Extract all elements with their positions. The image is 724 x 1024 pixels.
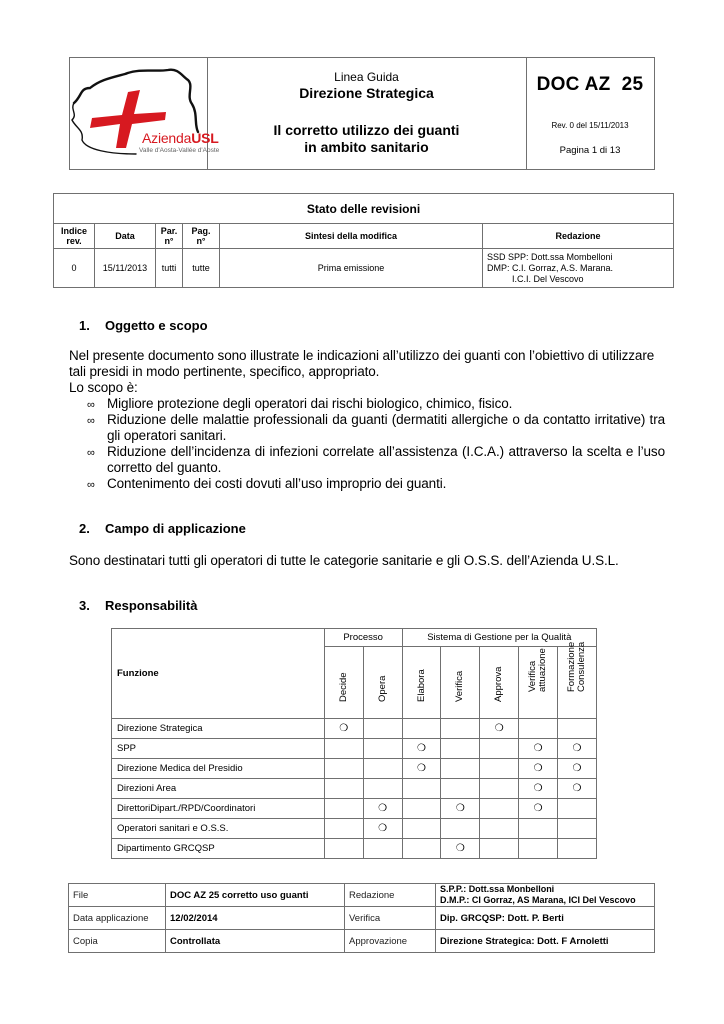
- scope-item-text: Riduzione dell’incidenza di infezioni correlate all’assistenza (I.C.A.) attraverso la scelta e l’uso corretto del guanto.: [107, 444, 665, 475]
- responsibility-cell: [363, 839, 402, 859]
- responsibility-cell: [519, 719, 558, 739]
- verifica-value: Dip. GRCQSP: Dott. P. Berti: [436, 907, 655, 930]
- role-label-line: Consulenza: [576, 641, 588, 692]
- role-column-label: [494, 667, 504, 702]
- responsibility-cell: [441, 819, 480, 839]
- footer-row: [69, 930, 655, 953]
- revision-table-title: Stato delle revisioni: [54, 194, 674, 224]
- approvazione-value: Direzione Strategica: Dott. F Arnoletti: [436, 930, 655, 953]
- responsibility-cell: [558, 819, 597, 839]
- role-label-line: Opera: [376, 675, 388, 702]
- scope-item: [69, 396, 665, 412]
- responsibility-cell: [324, 719, 363, 739]
- redazione-line: SSD SPP: Dott.ssa Mombelloni: [487, 251, 613, 262]
- infinity-bullet-icon: ∞: [87, 447, 95, 459]
- role-label-line: Formazione: [566, 641, 578, 692]
- scope-item: [69, 476, 665, 492]
- circle-mark-icon: ❍: [572, 743, 582, 754]
- function-name: Direzione Medica del Presidio: [112, 759, 325, 779]
- circle-mark-icon: ❍: [533, 743, 543, 754]
- redazione-line: I.C.I. Del Vescovo: [512, 273, 584, 284]
- responsibility-cell: [324, 819, 363, 839]
- role-column-label: [339, 672, 349, 702]
- responsibility-row: [112, 779, 597, 799]
- role-column-header: [558, 641, 597, 719]
- role-column-header: [402, 647, 441, 719]
- role-column-header: [519, 647, 558, 719]
- responsibility-cell: [519, 739, 558, 759]
- responsibility-cell: [441, 799, 480, 819]
- function-name: Dipartimento GRCQSP: [112, 839, 325, 859]
- logo-subtitle: Valle d'Aosta-Vallée d'Aoste: [139, 147, 220, 154]
- responsibility-cell: [519, 839, 558, 859]
- responsibility-cell: [363, 819, 402, 839]
- infinity-bullet-icon: ∞: [87, 479, 95, 491]
- responsibility-cell: [558, 759, 597, 779]
- responsibility-cell: [480, 819, 519, 839]
- cell-pag: tutte: [183, 249, 220, 288]
- responsibility-cell: [480, 839, 519, 859]
- section-title: Oggetto e scopo: [105, 318, 208, 333]
- footer-table: [68, 883, 655, 953]
- scope-list: [69, 396, 665, 492]
- responsibility-cell: [480, 719, 519, 739]
- responsibility-cell: [441, 839, 480, 859]
- role-label-line: attuazione: [537, 648, 549, 692]
- infinity-bullet-icon: ∞: [87, 415, 95, 427]
- responsibility-cell: [402, 719, 441, 739]
- responsibility-cell: [519, 759, 558, 779]
- role-column-header: [480, 647, 519, 719]
- circle-mark-icon: ❍: [572, 783, 582, 794]
- responsibility-cell: [363, 779, 402, 799]
- responsibility-cell: [558, 719, 597, 739]
- copia-label: Copia: [69, 930, 166, 953]
- role-label-line: Verifica: [527, 660, 539, 692]
- circle-mark-icon: ❍: [533, 763, 543, 774]
- section-title: Responsabilità: [105, 598, 198, 613]
- role-column-label: [567, 642, 587, 692]
- responsibility-cell: [402, 759, 441, 779]
- funzione-header: Funzione: [112, 629, 325, 719]
- scope-item-text: Migliore protezione degli operatori dai rischi biologico, chimico, fisico.: [107, 396, 513, 411]
- logo-cell: [70, 58, 220, 169]
- circle-mark-icon: ❍: [417, 743, 426, 754]
- redazione-value: [436, 884, 655, 907]
- responsibility-cell: [324, 839, 363, 859]
- function-name: SPP: [112, 739, 325, 759]
- responsibility-cell: [519, 779, 558, 799]
- function-name: Operatori sanitari e O.S.S.: [112, 819, 325, 839]
- responsibility-cell: [558, 739, 597, 759]
- responsibility-cell: [519, 819, 558, 839]
- redazione-line: D.M.P.: CI Gorraz, AS Marana, ICI Del Vescovo: [440, 895, 636, 905]
- responsibility-cell: [363, 739, 402, 759]
- role-column-label: [455, 671, 465, 702]
- col-pag: Pag. n°: [183, 224, 220, 249]
- scope-item: [69, 444, 665, 476]
- responsibility-cell: [480, 779, 519, 799]
- redazione-line: DMP: C.I. Gorraz, A.S. Marana.: [487, 262, 614, 273]
- responsibility-cell: [402, 779, 441, 799]
- footer-row: [69, 907, 655, 930]
- page-info: Pagina 1 di 13: [559, 145, 621, 156]
- cell-data: 15/11/2013: [95, 249, 156, 288]
- role-label-line: Verifica: [454, 670, 466, 702]
- responsibility-cell: [402, 799, 441, 819]
- section-number: 3.: [79, 598, 90, 613]
- header-code-cell: [526, 58, 654, 169]
- col-sintesi: Sintesi della modifica: [220, 224, 483, 249]
- scope-item: [69, 412, 665, 444]
- cell-indice: 0: [54, 249, 95, 288]
- doc-code: DOC AZ 25: [536, 74, 644, 95]
- responsibility-table: [111, 628, 597, 859]
- department: Direzione Strategica: [299, 85, 434, 101]
- circle-mark-icon: ❍: [455, 843, 465, 854]
- doc-type: Linea Guida: [334, 70, 399, 84]
- verifica-label: Verifica: [345, 907, 436, 930]
- section-2-heading: [79, 521, 246, 536]
- responsibility-cell: [324, 779, 363, 799]
- responsibility-cell: [558, 839, 597, 859]
- file-label: File: [69, 884, 166, 907]
- copia-value: Controllata: [166, 930, 345, 953]
- responsibility-cell: [324, 799, 363, 819]
- circle-mark-icon: ❍: [378, 823, 388, 834]
- scope-item-text: Riduzione delle malattie professionali da guanti (dermatiti allergiche o da contatto irritative) tra gli operatori sanitari.: [107, 412, 665, 443]
- responsibility-cell: [480, 739, 519, 759]
- role-column-label: [378, 676, 388, 702]
- role-label-line: Elabora: [415, 669, 427, 702]
- data-applicazione-label: Data applicazione: [69, 907, 166, 930]
- redazione-label: Redazione: [345, 884, 436, 907]
- section-2-text: Sono destinatari tutti gli operatori di tutte le categorie sanitarie e gli O.S.S. dell’Azienda U.S.L.: [69, 553, 619, 568]
- responsibility-row: [112, 739, 597, 759]
- responsibility-row: [112, 719, 597, 739]
- role-column-label: [528, 648, 548, 692]
- circle-mark-icon: ❍: [339, 723, 349, 734]
- cell-redazione: [483, 249, 674, 288]
- role-label-line: Decide: [337, 672, 349, 702]
- col-par: Par. n°: [156, 224, 183, 249]
- infinity-bullet-icon: ∞: [87, 399, 95, 411]
- responsibility-cell: [441, 739, 480, 759]
- revision-row: [54, 249, 674, 288]
- role-column-header: [363, 647, 402, 719]
- scope-item-text: Contenimento dei costi dovuti all’uso improprio dei guanti.: [107, 476, 447, 491]
- responsibility-cell: [441, 779, 480, 799]
- responsibility-cell: [402, 819, 441, 839]
- revision-info: Rev. 0 del 15/11/2013: [551, 121, 629, 130]
- doc-title-line1: Il corretto utilizzo dei guanti: [273, 122, 460, 138]
- section-1-intro: [69, 348, 679, 396]
- function-name: DirettoriDipart./RPD/Coordinatori: [112, 799, 325, 819]
- responsibility-cell: [441, 759, 480, 779]
- footer-row: [69, 884, 655, 907]
- approvazione-label: Approvazione: [345, 930, 436, 953]
- circle-mark-icon: ❍: [533, 783, 543, 794]
- doc-title: [207, 122, 526, 156]
- cell-sintesi: Prima emissione: [220, 249, 483, 288]
- logo-name: AziendaUSL: [142, 130, 219, 146]
- role-label-line: Approva: [493, 666, 505, 702]
- cell-par: tutti: [156, 249, 183, 288]
- col-data: Data: [95, 224, 156, 249]
- doc-title-line2: in ambito sanitario: [304, 139, 429, 155]
- col-indice: Indice rev.: [54, 224, 95, 249]
- function-name: Direzione Strategica: [112, 719, 325, 739]
- scope-label: Lo scopo è:: [69, 380, 138, 395]
- section-1-heading: [79, 318, 208, 333]
- section-number: 2.: [79, 521, 90, 536]
- responsibility-cell: [480, 799, 519, 819]
- responsibility-cell: [519, 799, 558, 819]
- responsibility-cell: [324, 759, 363, 779]
- document-header: [69, 57, 655, 170]
- intro-line: tali presidi in modo pertinente, specifico, appropriato.: [69, 364, 380, 379]
- intro-line: Nel presente documento sono illustrate le indicazioni all’utilizzo dei guanti con l’obiettivo di utilizzare: [69, 348, 655, 363]
- circle-mark-icon: ❍: [417, 763, 426, 774]
- responsibility-row: [112, 799, 597, 819]
- responsibility-cell: [558, 779, 597, 799]
- circle-mark-icon: ❍: [455, 803, 465, 814]
- section-3-heading: [79, 598, 197, 613]
- section-title: Campo di applicazione: [105, 521, 246, 536]
- role-column-header: [441, 647, 480, 719]
- circle-mark-icon: ❍: [378, 803, 388, 814]
- group-processo: Processo: [324, 629, 402, 647]
- function-name: Direzioni Area: [112, 779, 325, 799]
- responsibility-cell: [402, 739, 441, 759]
- responsibility-row: [112, 819, 597, 839]
- responsibility-row: [112, 759, 597, 779]
- header-title-cell: [207, 58, 527, 169]
- group-sgq: Sistema di Gestione per la Qualità: [402, 629, 596, 647]
- responsibility-cell: [363, 719, 402, 739]
- circle-mark-icon: ❍: [494, 723, 504, 734]
- revision-table: [53, 193, 674, 288]
- col-redazione: Redazione: [483, 224, 674, 249]
- data-applicazione-value: 12/02/2014: [166, 907, 345, 930]
- circle-mark-icon: ❍: [533, 803, 543, 814]
- responsibility-cell: [480, 759, 519, 779]
- responsibility-cell: [363, 759, 402, 779]
- responsibility-cell: [441, 719, 480, 739]
- responsibility-cell: [558, 799, 597, 819]
- responsibility-cell: [324, 739, 363, 759]
- section-number: 1.: [79, 318, 90, 333]
- file-value: DOC AZ 25 corretto uso guanti: [166, 884, 345, 907]
- responsibility-row: [112, 839, 597, 859]
- role-column-label: [417, 669, 427, 702]
- responsibility-cell: [363, 799, 402, 819]
- circle-mark-icon: ❍: [572, 763, 582, 774]
- role-column-header: [324, 647, 363, 719]
- responsibility-cell: [402, 839, 441, 859]
- redazione-line: S.P.P.: Dott.ssa Monbelloni: [440, 884, 555, 894]
